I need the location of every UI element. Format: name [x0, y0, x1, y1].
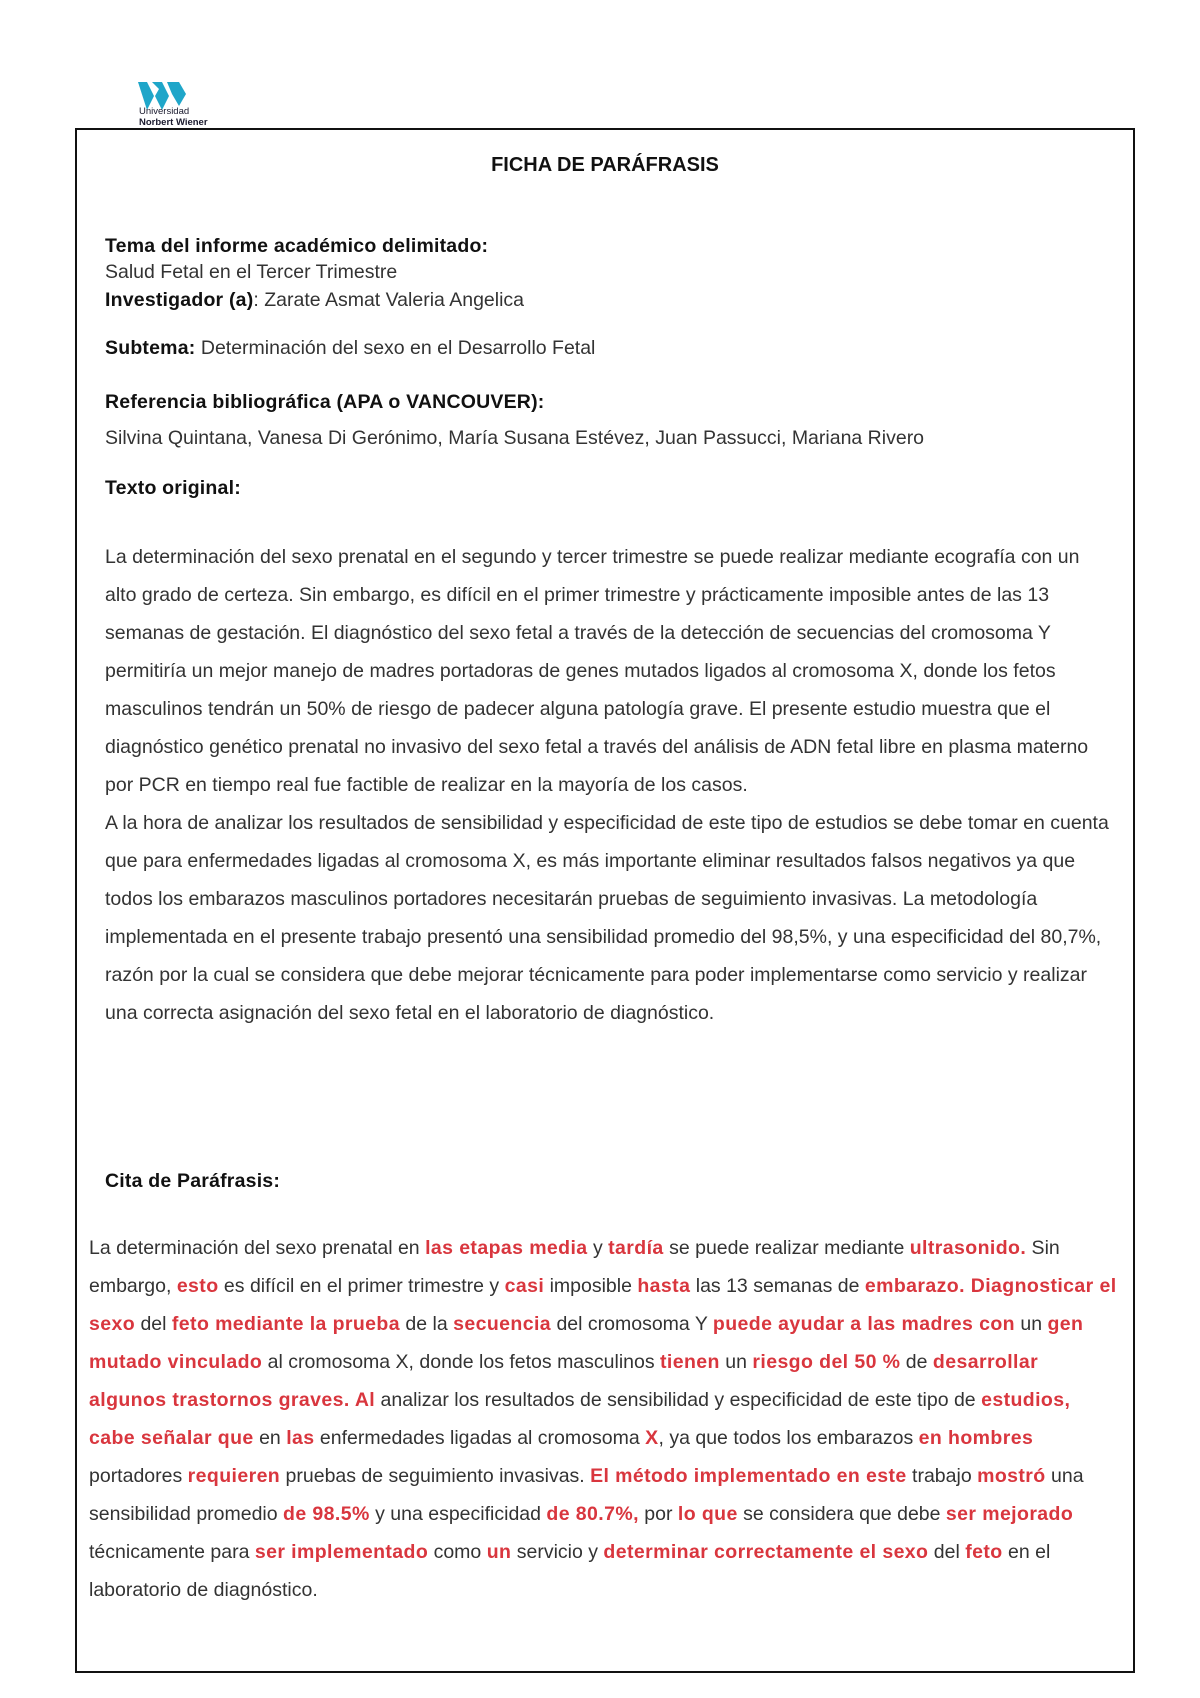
- highlighted-change: de 98.5%: [283, 1503, 370, 1525]
- highlighted-change: hasta: [637, 1275, 691, 1297]
- original-paragraph: La determinación del sexo prenatal en el segundo y tercer trimestre se puede realizar mediante ecografía con un alto grado de certeza. Sin embargo, es difícil en el primer trimestre y prácticamente imposible antes de las 13 semanas de gestación. El diagnóstico del sexo fetal a través de la detección de secuencias del cromosoma Y permitiría un mejor manejo de madres portadoras de genes mutados ligados al cromosoma X, donde los fetos masculinos tendrán un 50% de riesgo de padecer alguna patología grave. El presente estudio muestra que el diagnóstico genético prenatal no invasivo del sexo fetal a través del análisis de ADN fetal libre en plasma materno por PCR en tiempo real fue factible de realizar en la mayoría de los casos.: [105, 546, 1089, 796]
- logo-line2: Norbert Wiener: [139, 117, 208, 128]
- logo-text: [139, 106, 208, 128]
- paraphrase-text: portadores: [89, 1465, 188, 1487]
- highlighted-change: requieren: [187, 1465, 281, 1487]
- paraphrase-text: Sin embargo,: [89, 1237, 1060, 1297]
- investigador-label: Investigador (a): [105, 289, 254, 311]
- paraphrase-text: como: [428, 1541, 487, 1563]
- paraphrase-text: las 13 semanas de: [690, 1275, 865, 1297]
- cita-heading: [105, 1170, 1113, 1193]
- highlighted-change: ser implementado: [254, 1541, 429, 1563]
- paraphrase-text: una sensibilidad promedio: [89, 1465, 1084, 1525]
- highlighted-change: en hombres: [918, 1427, 1034, 1449]
- paraphrase-text: por: [638, 1503, 678, 1525]
- texto-original-heading: [105, 477, 1113, 500]
- paraphrase-text: analizar los resultados de sensibilidad y especificidad de este tipo de: [375, 1389, 982, 1411]
- highlighted-change: El método implementado en este: [590, 1465, 907, 1487]
- highlighted-change: feto mediante la prueba: [171, 1313, 400, 1335]
- paraphrase-text: al cromosoma X, donde los fetos masculinos: [262, 1351, 661, 1373]
- texto-original-body: [105, 538, 1115, 1032]
- investigador-section: [105, 289, 1113, 312]
- referencia-value: Silvina Quintana, Vanesa Di Gerónimo, María Susana Estévez, Juan Passucci, Mariana Rivero: [105, 427, 925, 449]
- tema-label: Tema del informe académico delimitado:: [105, 235, 489, 257]
- cita-label: Cita de Paráfrasis:: [105, 1170, 281, 1192]
- paraphrase-text: del: [135, 1313, 172, 1335]
- paraphrase-text: del cromosoma Y: [551, 1313, 713, 1335]
- highlighted-change: esto: [176, 1275, 219, 1297]
- paraphrase-text: enfermedades ligadas al cromosoma: [314, 1427, 646, 1449]
- cita-paraphrase-body: [89, 1229, 1119, 1609]
- tema-section: [105, 233, 1113, 285]
- paraphrase-text: de la: [400, 1313, 454, 1335]
- tema-value: Salud Fetal en el Tercer Trimestre: [105, 261, 398, 283]
- highlighted-change: tardía: [608, 1237, 664, 1259]
- highlighted-change: un: [486, 1541, 512, 1563]
- paraphrase-text: trabajo: [906, 1465, 978, 1487]
- highlighted-change: secuencia: [453, 1313, 552, 1335]
- page-title: FICHA DE PARÁFRASIS: [491, 154, 719, 176]
- paraphrase-text: se considera que debe: [737, 1503, 946, 1525]
- highlighted-change: riesgo del 50 %: [752, 1351, 901, 1373]
- highlighted-change: gen mutado vinculado: [89, 1313, 1084, 1373]
- referencia-section: [105, 384, 1113, 456]
- referencia-label: Referencia bibliográfica (APA o VANCOUVER):: [105, 391, 545, 413]
- highlighted-change: tienen: [660, 1351, 720, 1373]
- highlighted-change: embarazo. Diagnosticar el sexo: [89, 1275, 1117, 1335]
- highlighted-change: feto: [965, 1541, 1003, 1563]
- subtema-value: Determinación del sexo en el Desarrollo Fetal: [195, 337, 596, 359]
- highlighted-change: puede ayudar a las madres con: [712, 1313, 1015, 1335]
- highlighted-change: las etapas media: [425, 1237, 588, 1259]
- paraphrase-text: técnicamente para: [89, 1541, 255, 1563]
- paraphrase-text: servicio y: [511, 1541, 604, 1563]
- texto-original-label: Texto original:: [105, 477, 241, 499]
- paraphrase-text: en: [253, 1427, 287, 1449]
- original-paragraph: A la hora de analizar los resultados de sensibilidad y especificidad de este tipo de estudios se debe tomar en cuenta que para enfermedades ligadas al cromosoma X, es más importante eliminar resultados falsos negativos ya que todos los embarazos masculinos portadores necesitarán pruebas de seguimiento invasivas. La metodología implementada en el presente trabajo presentó una sensibilidad promedio del 98,5%, y una especificidad del 80,7%, razón por la cual se considera que debe mejorar técnicamente para poder implementarse como servicio y realizar una correcta asignación del sexo fetal en el laboratorio de diagnóstico.: [105, 812, 1109, 1024]
- highlighted-change: mostró: [977, 1465, 1046, 1487]
- paraphrase-text: es difícil en el primer trimestre y: [218, 1275, 505, 1297]
- highlighted-change: desarrollar algunos trastornos graves. Al: [89, 1351, 1039, 1411]
- paraphrase-text: del: [928, 1541, 966, 1563]
- highlighted-change: ser mejorado: [945, 1503, 1074, 1525]
- paraphrase-text: y: [587, 1237, 609, 1259]
- paraphrase-text: pruebas de seguimiento invasivas.: [280, 1465, 591, 1487]
- investigador-value: : Zarate Asmat Valeria Angelica: [253, 289, 525, 311]
- paraphrase-form-frame: [75, 128, 1135, 1673]
- subtema-label: Subtema:: [105, 337, 196, 359]
- logo-line1: Universidad: [139, 106, 190, 117]
- highlighted-change: estudios, cabe señalar que: [89, 1389, 1071, 1449]
- highlighted-change: casi: [504, 1275, 545, 1297]
- paraphrase-text: en el laboratorio de diagnóstico.: [89, 1541, 1051, 1601]
- paraphrase-text: un: [719, 1351, 753, 1373]
- highlighted-change: ultrasonido.: [909, 1237, 1027, 1259]
- highlighted-change: lo que: [677, 1503, 738, 1525]
- paraphrase-text: , ya que todos los embarazos: [658, 1427, 919, 1449]
- paraphrase-text: imposible: [544, 1275, 638, 1297]
- paraphrase-text: se puede realizar mediante: [663, 1237, 910, 1259]
- subtema-section: [105, 337, 1113, 360]
- paraphrase-text: y una especificidad: [369, 1503, 547, 1525]
- highlighted-change: determinar correctamente el sexo: [603, 1541, 929, 1563]
- paraphrase-text: La determinación del sexo prenatal en: [89, 1237, 426, 1259]
- paraphrase-text: un: [1014, 1313, 1048, 1335]
- paraphrase-text: de: [900, 1351, 933, 1373]
- highlighted-change: X: [645, 1427, 659, 1449]
- highlighted-change: de 80.7%,: [546, 1503, 639, 1525]
- highlighted-change: las: [286, 1427, 315, 1449]
